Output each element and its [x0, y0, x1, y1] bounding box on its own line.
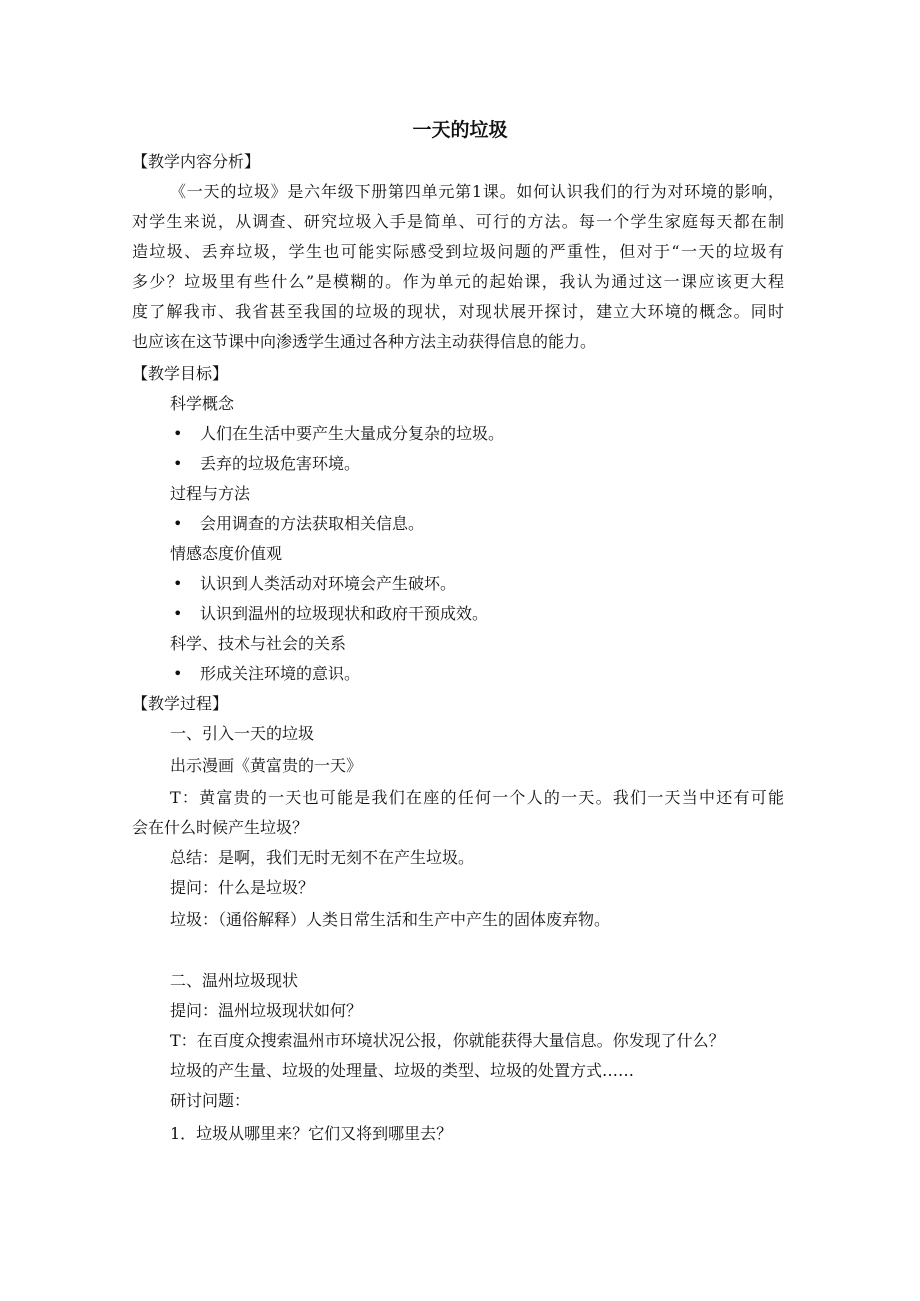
- paragraph-line: 多少？垃圾里有些什么”是模糊的。作为单元的起始课，我认为通过这一课应该更大程: [132, 272, 784, 291]
- goal-group-label: 情感态度价值观: [170, 544, 283, 563]
- paragraph-line: 《一天的垃圾》是六年级下册第四单元第1课。如何认识我们的行为对环境的影响，: [170, 182, 784, 201]
- process-line: 垃圾：（通俗解释）人类日常生活和生产中产生的固体废弃物。: [170, 910, 611, 929]
- goal-item: 会用调查的方法获取相关信息。: [200, 514, 425, 533]
- goal-item: 认识到温州的垃圾现状和政府干预成效。: [200, 604, 489, 623]
- goal-group-label: 科学概念: [170, 394, 235, 413]
- goal-item: 丢弃的垃圾危害环境。: [200, 454, 361, 473]
- process-line: 提问：什么是垃圾？: [170, 878, 315, 897]
- goal-group-label: 过程与方法: [170, 484, 251, 503]
- process-line: T：在百度众搜索温州市环境状况公报，你就能获得大量信息。你发现了什么？: [170, 1031, 725, 1050]
- goal-group-label: 科学、技术与社会的关系: [170, 634, 347, 653]
- section-heading-teaching-process: 【教学过程】: [132, 694, 229, 713]
- goal-item: 形成关注环境的意识。: [200, 664, 361, 683]
- bullet-icon: •: [173, 514, 183, 533]
- process-question: 1．垃圾从哪里来？它们又将到哪里去？: [170, 1124, 453, 1143]
- goal-item: 认识到人类活动对环境会产生破坏。: [200, 574, 457, 593]
- paragraph-line: 造垃圾、丢弃垃圾，学生也可能实际感受到垃圾问题的严重性，但对于“一天的垃圾有: [132, 242, 784, 261]
- process-line: 提问：温州垃圾现状如何？: [170, 1001, 363, 1020]
- process-line: 垃圾的产生量、垃圾的处理量、垃圾的类型、垃圾的处置方式……: [170, 1061, 635, 1080]
- section-heading-content-analysis: 【教学内容分析】: [132, 152, 261, 171]
- goal-item: 人们在生活中要产生大量成分复杂的垃圾。: [200, 424, 505, 443]
- paragraph-line: 也应该在这节课中向渗透学生通过各种方法主动获得信息的能力。: [132, 332, 597, 351]
- process-line: T：黄富贵的一天也可能是我们在座的任何一个人的一天。我们一天当中还有可能: [170, 788, 784, 807]
- process-part-title: 一、引入一天的垃圾: [170, 724, 315, 743]
- process-part-title: 二、温州垃圾现状: [170, 971, 299, 990]
- process-line: 出示漫画《黄富贵的一天》: [170, 756, 363, 775]
- paragraph-line: 对学生来说，从调查、研究垃圾入手是简单、可行的方法。每一个学生家庭每天都在制: [132, 212, 784, 231]
- process-line: 总结：是啊，我们无时无刻不在产生垃圾。: [170, 848, 475, 867]
- process-line: 会在什么时候产生垃圾？: [132, 818, 309, 837]
- bullet-icon: •: [173, 664, 183, 683]
- bullet-icon: •: [173, 424, 183, 443]
- bullet-icon: •: [173, 574, 183, 593]
- process-line: 研讨问题：: [170, 1091, 251, 1110]
- document-title: 一天的垃圾: [412, 119, 508, 141]
- section-heading-teaching-goals: 【教学目标】: [132, 364, 229, 383]
- bullet-icon: •: [173, 604, 183, 623]
- paragraph-line: 度了解我市、我省甚至我国的垃圾的现状，对现状展开探讨，建立大环境的概念。同时: [132, 302, 784, 321]
- bullet-icon: •: [173, 454, 183, 473]
